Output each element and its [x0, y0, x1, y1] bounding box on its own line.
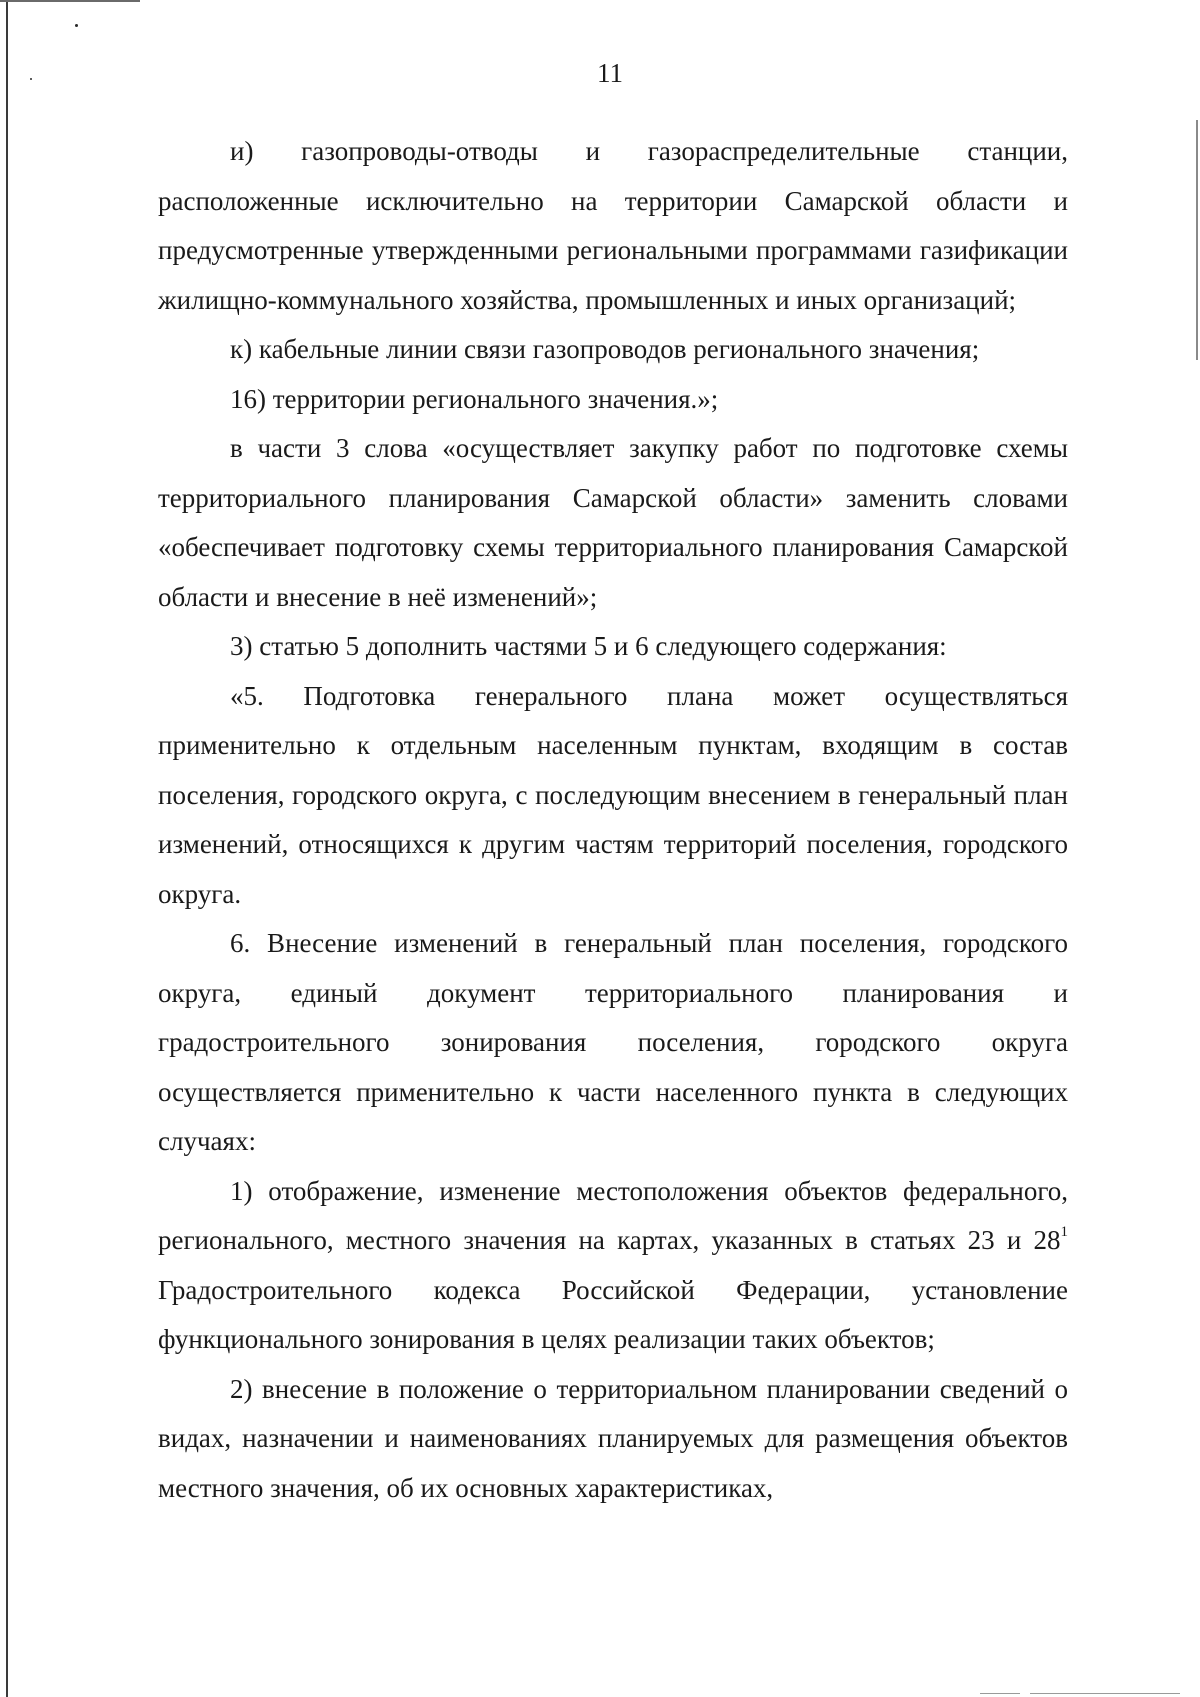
footer-dash: [1030, 1693, 1180, 1694]
paragraph: к) кабельные линии связи газопроводов регионального значения;: [230, 334, 980, 364]
document-body: [158, 127, 1068, 1513]
paragraph: в части 3 слова «осуществляет закупку работ по подготовке схемы территориального планирования Самарской области» заменить словами «обеспечивает подготовку схемы территориального планирования Самарской области и внесение в неё изменений»;: [158, 433, 1068, 612]
page-number: 11: [597, 58, 623, 88]
scan-right-edge: [1196, 120, 1198, 360]
superscript-note: 1: [1060, 1224, 1068, 1240]
paragraph: [158, 1167, 1068, 1365]
paragraph: 16) территории регионального значения.»;: [230, 383, 719, 414]
paragraph-text: 1) отображение, изменение местоположения объектов федерального, регионального, местного значения на картах, указанных в статьях 23 и 28: [158, 1175, 1068, 1255]
paragraph: 3) статью 5 дополнить частями 5 и 6 следующего содержания:: [230, 631, 947, 661]
paragraph: «5. Подготовка генерального плана может осуществляться применительно к отдельным населенным пунктам, входящим в состав поселения, городского округа, с последующим внесением в генеральный план изменений, относящихся к другим частям территорий поселения, городского округа.: [158, 680, 1068, 909]
scan-top-edge: [0, 0, 140, 2]
scan-speck: [75, 24, 78, 27]
scan-left-edge: [6, 0, 8, 1697]
footer-dash: [980, 1693, 1020, 1694]
paragraph: 2) внесение в положение о территориальном планировании сведений о видах, назначении и наименованиях планируемых для размещения объектов местного значения, об их основных характеристиках,: [158, 1373, 1068, 1503]
paragraph: и) газопроводы-отводы и газораспределительные станции, расположенные исключительно на территории Самарской области и предусмотренные утвержденными региональными программами газификации жилищно-коммунального хозяйства, промышленных и иных организаций;: [158, 136, 1068, 315]
paragraph: 6. Внесение изменений в генеральный план поселения, городского округа, единый документ территориального планирования и градостроительного зонирования поселения, городского округа осуществляется применительно к части населенного пункта в следующих случаях:: [158, 928, 1068, 1156]
paragraph-text: Градостроительного кодекса Российской Федерации, установление функционального зонирования в целях реализации таких объектов;: [158, 1274, 1068, 1354]
